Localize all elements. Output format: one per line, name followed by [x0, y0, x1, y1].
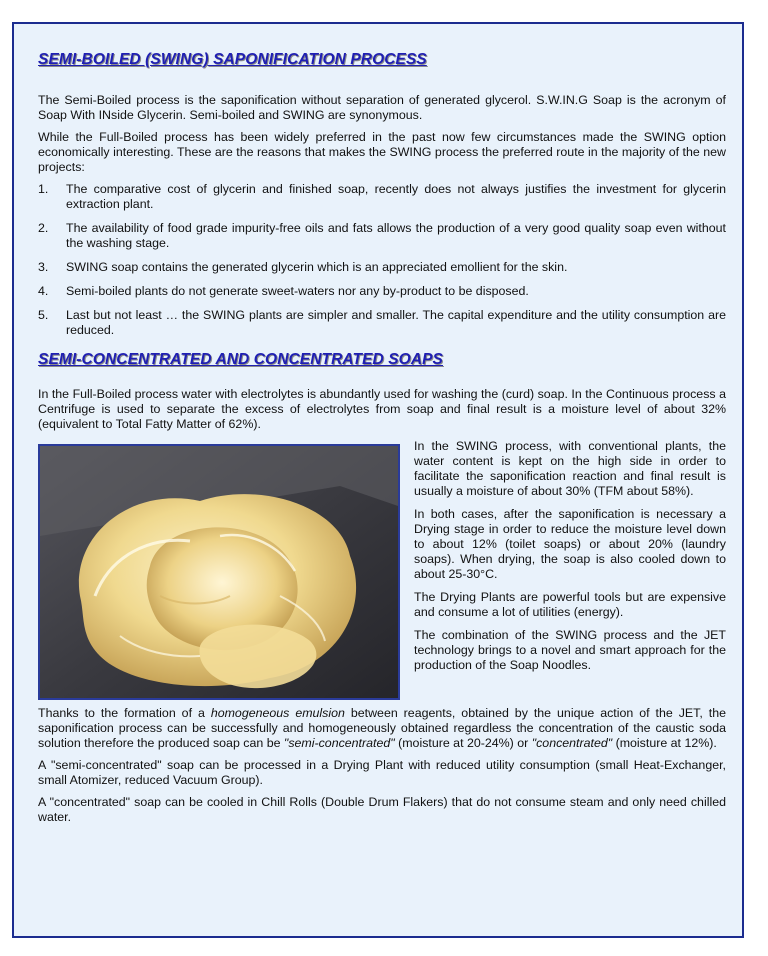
list-text: Semi-boiled plants do not generate sweet-waters nor any by-product to be disposed.	[66, 284, 529, 298]
section-title-concentrated: SEMI-CONCENTRATED AND CONCENTRATED SOAPS	[38, 351, 443, 368]
paragraph-full-boiled: In the Full-Boiled process water with electrolytes is abundantly used for washing the (curd) soap. In the Continuous process a Centrifuge is used to separate the excess of electrolytes from soap and final result is a moisture level of about 32% (equivalent to Total Fatty Matter of 62%).	[38, 387, 726, 431]
paragraph-drying-stage: In both cases, after the saponification is necessary a Drying stage in order to reduce the moisture level down to about 12% (toilet soaps) or about 20% (laundry soaps). When drying, the soap is also cooled down to about 25-30°C.	[414, 507, 726, 581]
list-item	[38, 284, 726, 299]
paragraph-intro: The Semi-Boiled process is the saponification without separation of generated glycerol. S.W.IN.G Soap is the acronym of Soap With INside Glycerin. Semi-boiled and SWING are synonymous.	[38, 93, 726, 122]
paragraph-semi-concentrated: A "semi-concentrated" soap can be processed in a Drying Plant with reduced utility consumption (small Heat-Exchanger, small Atomizer, reduced Vacuum Group).	[38, 758, 726, 787]
list-item	[38, 221, 726, 251]
list-item	[38, 182, 726, 212]
list-number: 1.	[38, 182, 49, 196]
soap-curd-image	[40, 446, 398, 698]
paragraph-emulsion: Thanks to the formation of a homogeneous emulsion between reagents, obtained by the unique action of the JET, the saponification process can be successfully and homogeneously obtained regardless the concentration of the caustic soda solution therefore the produced soap can be "semi-concentrated" (moisture at 20-24%) or "concentrated" (moisture at 12%).	[38, 706, 726, 750]
soap-photo	[38, 444, 400, 700]
photo-text-block	[38, 439, 726, 702]
list-number: 4.	[38, 284, 49, 298]
list-item	[38, 260, 726, 275]
section-title-swing: SEMI-BOILED (SWING) SAPONIFICATION PROCESS	[38, 51, 427, 68]
paragraph-concentrated: A "concentrated" soap can be cooled in Chill Rolls (Double Drum Flakers) that do not consume steam and only need chilled water.	[38, 795, 726, 824]
paragraph-drying-plants: The Drying Plants are powerful tools but are expensive and consume a lot of utilities (energy).	[414, 590, 726, 619]
document-page	[12, 22, 744, 938]
paragraph-swing-water: In the SWING process, with conventional plants, the water content is kept on the high side in order to facilitate the saponification reaction and final result is usually a moisture of about 30% (TFM about 58%).	[414, 439, 726, 498]
list-text: Last but not least … the SWING plants are simpler and smaller. The capital expenditure and the utility consumption are reduced.	[66, 308, 726, 337]
list-text: The availability of food grade impurity-free oils and fats allows the production of a very good quality soap even without the washing stage.	[66, 221, 726, 250]
paragraph-reasons: While the Full-Boiled process has been widely preferred in the past now few circumstances made the SWING option economically interesting. These are the reasons that makes the SWING process the preferred route in the majority of the new projects:	[38, 130, 726, 174]
list-number: 2.	[38, 221, 49, 235]
list-text: SWING soap contains the generated glycerin which is an appreciated emollient for the skin.	[66, 260, 568, 274]
reasons-list	[38, 182, 726, 338]
list-number: 5.	[38, 308, 49, 322]
list-number: 3.	[38, 260, 49, 274]
list-text: The comparative cost of glycerin and finished soap, recently does not always justifies the investment for glycerin extraction plant.	[66, 182, 726, 211]
list-item	[38, 308, 726, 338]
paragraph-jet-technology: The combination of the SWING process and the JET technology brings to a novel and smart approach for the production of the Soap Noodles.	[414, 628, 726, 672]
document-content	[38, 52, 726, 832]
